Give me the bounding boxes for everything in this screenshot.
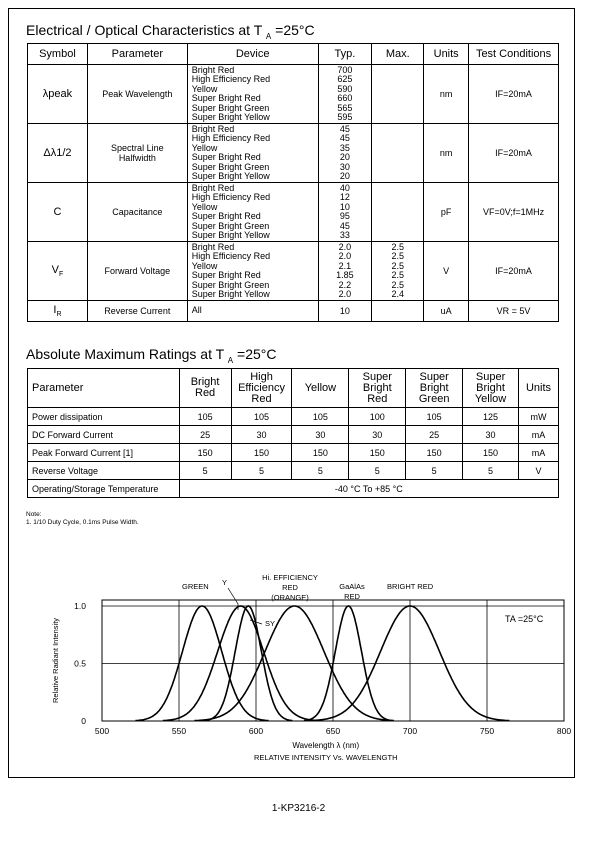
cell-line: Super Bright Green (191, 102, 270, 113)
max-cell (372, 301, 424, 322)
cell-line: Capacitance (112, 207, 163, 217)
header-symbol: Symbol (28, 44, 88, 65)
cell-line: 45 (339, 220, 350, 231)
cell-line: 2.1 (338, 260, 352, 271)
parameter-cell: Operating/Storage Temperature (28, 480, 180, 498)
value-cell: 30 (231, 426, 292, 444)
parameter-cell: DC Forward Current (28, 426, 180, 444)
parameter-cell (87, 65, 187, 124)
header-cell (519, 369, 559, 408)
cell-line: 2.0 (338, 241, 352, 252)
cell-line: Super Bright Yellow (191, 230, 270, 240)
header-cell (463, 369, 519, 408)
header-line: Efficiency (238, 381, 285, 394)
max-cell (372, 65, 424, 124)
cell-line: 2.5 (391, 279, 405, 290)
cell-line: 2.5 (391, 270, 405, 280)
value-cell: 30 (463, 426, 519, 444)
header-line: Bright (476, 381, 505, 394)
label-y: Y (222, 578, 228, 587)
conditions-cell: IF=20mA (469, 65, 559, 124)
max-cell (372, 242, 424, 301)
cell-line: 2.5 (391, 251, 405, 261)
header-line: Red (367, 392, 388, 405)
cell-line: 660 (337, 93, 353, 103)
cell-line: 2.5 (391, 260, 405, 271)
value-cell: 150 (231, 444, 292, 462)
table-row (28, 444, 559, 462)
symbol-cell: $V_F$ (28, 242, 88, 301)
symbol-cell: C (28, 183, 88, 242)
value-cell: 5 (463, 462, 519, 480)
value-cell: 5 (231, 462, 292, 480)
units-cell: pF (424, 183, 469, 242)
header-line: Red (251, 392, 272, 405)
label-hier: (ORANGE) (271, 593, 309, 602)
leader-line (228, 588, 238, 610)
value-cell: 150 (349, 444, 406, 462)
header-line: Super (362, 370, 392, 383)
y-axis-label: Relative Radiant Intensity (51, 617, 60, 704)
parameter-cell: Reverse Current (87, 301, 187, 322)
cell-line: Halfwidth (118, 153, 156, 163)
cell-line: Super Bright Red (191, 152, 261, 162)
x-tick-label: 750 (479, 726, 495, 736)
condition-label: TA =25°C (505, 614, 544, 624)
cell-line: Forward Voltage (104, 266, 171, 276)
typ-cell (318, 183, 372, 242)
table-row (28, 426, 559, 444)
cell-line: Super Bright Green (191, 220, 270, 231)
header-cell (179, 369, 231, 408)
conditions-cell: IF=20mA (469, 124, 559, 183)
label-sy: SY (265, 619, 276, 628)
cell-line: 1.85 (336, 270, 354, 280)
header-line: Units (525, 381, 552, 394)
cell-line: High Efficiency Red (191, 192, 271, 202)
cell-line: Bright Red (191, 241, 235, 252)
x-tick-label: 800 (556, 726, 572, 736)
value-cell: 105 (406, 408, 463, 426)
value-cell: 5 (179, 462, 231, 480)
value-cell: 125 (463, 408, 519, 426)
conditions-cell: VR = 5V (469, 301, 559, 322)
symbol-cell: Δλ1/2 (28, 124, 88, 183)
parameter-cell: Power dissipation (28, 408, 180, 426)
header-typ: Typ. (318, 44, 372, 65)
conditions-cell: IF=20mA (469, 242, 559, 301)
cell-line: Super Bright Red (191, 211, 261, 221)
units-cell: nm (424, 124, 469, 183)
table-row (28, 408, 559, 426)
value-cell: 105 (292, 408, 349, 426)
header-line: Green (418, 392, 450, 405)
x-tick-label: 500 (94, 726, 110, 736)
units-cell: nm (424, 65, 469, 124)
cell-line: 625 (337, 74, 353, 84)
header-line: Yellow (474, 392, 507, 405)
cell-line: Super Bright Yellow (191, 112, 270, 122)
parameter-cell (87, 124, 187, 183)
cell-line: High Efficiency Red (191, 133, 271, 143)
cell-line: Bright Red (191, 64, 235, 75)
absolute-title: Absolute Maximum Ratings at T $_A$ =25°C (26, 346, 277, 365)
cell-line: Super Bright Green (191, 161, 270, 172)
table-row (28, 301, 559, 322)
y-tick-label: 0.5 (74, 658, 86, 669)
cell-line: 30 (339, 161, 350, 172)
device-cell: All (187, 301, 318, 322)
table-row (28, 242, 559, 301)
device-cell (187, 65, 318, 124)
parameter-cell: Reverse Voltage (28, 462, 180, 480)
table-row (28, 183, 559, 242)
symbol-cell: λpeak (28, 65, 88, 124)
value-cell: 5 (349, 462, 406, 480)
table-row (28, 65, 559, 124)
cell-line: 565 (337, 102, 353, 113)
x-tick-label: 650 (325, 726, 341, 736)
typ-cell (318, 242, 372, 301)
cell-line: 700 (337, 64, 353, 75)
parameter-cell: Peak Forward Current [1] (28, 444, 180, 462)
cell-line: Spectral Line (111, 143, 164, 153)
table-row (28, 124, 559, 183)
value-cell: 5 (292, 462, 349, 480)
cell-line: Yellow (191, 201, 218, 212)
value-cell: -40 °C To +85 °C (179, 480, 558, 498)
cell-line: 12 (339, 192, 350, 202)
header-line: Bright (362, 381, 392, 394)
header-device: Device (187, 44, 318, 65)
cell-line: Bright Red (191, 123, 235, 134)
electrical-title: Electrical / Optical Characteristics at T $_A$ =25°C (26, 22, 315, 41)
header-cell (231, 369, 292, 408)
header-units: Units (424, 44, 469, 65)
electrical-characteristics-table (27, 43, 559, 322)
label-green: GREEN (182, 582, 209, 591)
cell-line: 2.0 (338, 289, 352, 299)
label-bright-red: BRIGHT RED (387, 582, 434, 591)
table-header-row (28, 369, 559, 408)
cell-line: 20 (339, 171, 350, 181)
header-line: Super (419, 370, 449, 383)
x-tick-label: 700 (402, 726, 418, 736)
header-cell (406, 369, 463, 408)
cell-line: Yellow (191, 142, 218, 153)
value-cell: 150 (292, 444, 349, 462)
value-cell: 100 (349, 408, 406, 426)
cell-line: Bright Red (191, 182, 235, 193)
chart-ticks (74, 601, 571, 736)
units-cell: uA (424, 301, 469, 322)
unit-cell: mA (519, 426, 559, 444)
value-cell: 30 (292, 426, 349, 444)
typ-cell: 10 (318, 301, 372, 322)
cell-line: 2.4 (391, 289, 405, 299)
table-row (28, 462, 559, 480)
typ-cell (318, 65, 372, 124)
unit-cell: mA (519, 444, 559, 462)
label-hier: Hi. EFFICIENCY (262, 573, 318, 582)
header-line: Super (475, 370, 506, 383)
value-cell: 150 (179, 444, 231, 462)
x-axis-label: Wavelength λ (nm) (292, 741, 360, 750)
cell-line: High Efficiency Red (191, 251, 271, 261)
value-cell: 105 (231, 408, 292, 426)
cell-line: 10 (339, 201, 350, 212)
header-line: High (250, 370, 273, 383)
cell-line: 45 (339, 133, 350, 143)
x-tick-label: 600 (248, 726, 264, 736)
cell-line: 20 (339, 152, 350, 162)
conditions-cell: VF=0V;f=1MHz (469, 183, 559, 242)
value-cell: 5 (406, 462, 463, 480)
parameter-cell (87, 183, 187, 242)
page-footer: 1-KP3216-2 (271, 803, 326, 814)
cell-line: 2.0 (338, 251, 352, 261)
parameter-cell (87, 242, 187, 301)
cell-line: Yellow (191, 83, 218, 94)
header-test-conditions: Test Conditions (469, 44, 559, 65)
value-cell: 30 (349, 426, 406, 444)
typ-cell (318, 124, 372, 183)
cell-line: 45 (339, 123, 350, 134)
header-line: Bright (190, 376, 220, 388)
header-line: Parameter (32, 381, 84, 394)
header-line: Bright (419, 381, 449, 394)
cell-line: 595 (337, 112, 353, 122)
unit-cell: mW (519, 408, 559, 426)
cell-line: Super Bright Yellow (191, 171, 270, 181)
x-tick-label: 550 (171, 726, 187, 736)
max-cell (372, 183, 424, 242)
cell-line: Super Bright Red (191, 93, 261, 103)
value-cell: 150 (463, 444, 519, 462)
label-gaalas: RED (344, 592, 360, 601)
header-cell (292, 369, 349, 408)
y-tick-label: 1.0 (74, 601, 86, 611)
cell-line: 33 (339, 230, 350, 240)
cell-line: 35 (339, 142, 350, 153)
y-tick-label: 0 (81, 716, 86, 726)
header-line: Yellow (304, 381, 337, 394)
cell-line: Super Bright Yellow (191, 289, 270, 299)
note: Note: 1. 1/10 Duty Cycle, 0.1ms Pulse Width. (26, 511, 139, 526)
cell-line: 40 (339, 182, 350, 193)
cell-line: 95 (339, 211, 350, 221)
label-hier: RED (282, 583, 298, 592)
max-cell (372, 124, 424, 183)
chart-title: RELATIVE INTENSITY Vs. WAVELENGTH (254, 753, 398, 762)
chart-labels (51, 573, 544, 762)
header-max: Max. (372, 44, 424, 65)
header-cell (28, 369, 180, 408)
cell-line: Peak Wavelength (102, 89, 173, 99)
cell-line: 590 (337, 83, 353, 94)
cell-line: 2.2 (338, 279, 352, 290)
device-cell (187, 183, 318, 242)
cell-line: Yellow (191, 260, 218, 271)
cell-line: High Efficiency Red (191, 74, 271, 84)
header-line: Red (195, 387, 216, 399)
header-parameter: Parameter (87, 44, 187, 65)
table-header-row (28, 44, 559, 65)
unit-cell: V (519, 462, 559, 480)
value-cell: 150 (406, 444, 463, 462)
cell-line: Super Bright Green (191, 279, 270, 290)
intensity-chart (0, 560, 597, 770)
header-cell (349, 369, 406, 408)
device-cell (187, 124, 318, 183)
cell-line: Super Bright Red (191, 270, 261, 280)
value-cell: 25 (179, 426, 231, 444)
label-gaalas: GaAlAs (339, 582, 365, 591)
value-cell: 25 (406, 426, 463, 444)
value-cell: 105 (179, 408, 231, 426)
table-row (28, 480, 559, 498)
symbol-cell: $I_R$ (28, 301, 88, 322)
cell-line: 2.5 (391, 241, 405, 252)
units-cell: V (424, 242, 469, 301)
absolute-maximum-table (27, 368, 559, 498)
device-cell (187, 242, 318, 301)
